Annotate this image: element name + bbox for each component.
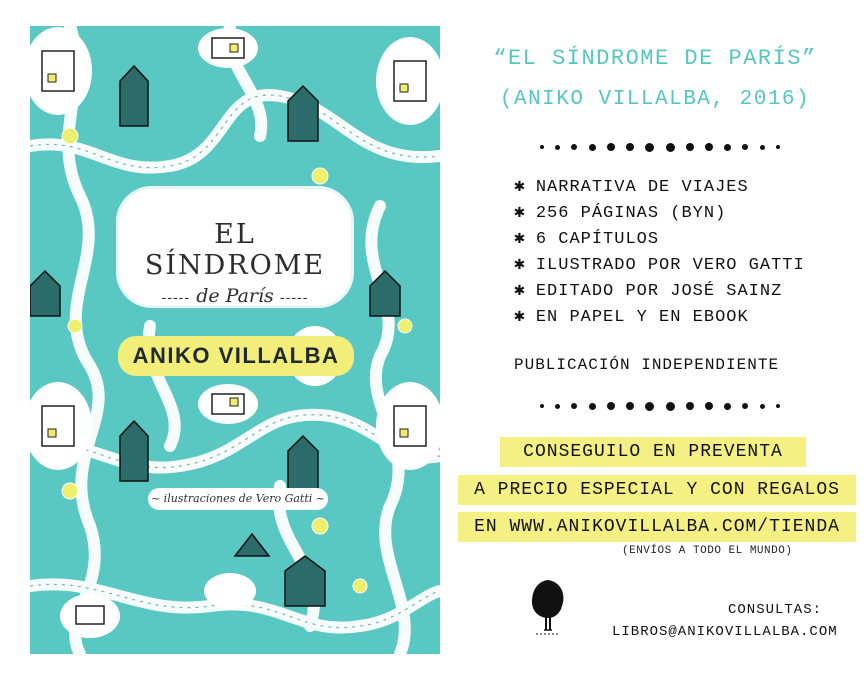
divider-dot: [705, 143, 713, 151]
divider-dot: [645, 402, 654, 411]
divider-dot: [666, 143, 675, 152]
promo-line-price: A PRECIO ESPECIAL Y CON REGALOS: [458, 475, 856, 505]
divider-dot: [686, 402, 694, 410]
divider-dot: [555, 404, 560, 409]
divider-dot: [607, 143, 615, 151]
promo-line-presale: CONSEGUILO EN PREVENTA: [500, 437, 806, 467]
divider-dot: [686, 143, 694, 151]
divider-dot: [742, 144, 748, 150]
contact-email-link[interactable]: LIBROS@ANIKOVILLALBA.COM: [612, 624, 838, 640]
book-author-year: (ANIKO VILLALBA, 2016): [499, 88, 811, 111]
list-item: ✱ EN PAPEL Y EN EBOOK: [514, 307, 749, 327]
shipping-note: (ENVÍOS A TODO EL MUNDO): [622, 545, 793, 557]
divider-dot: [626, 143, 634, 151]
divider-dot: [540, 145, 544, 149]
divider-dot: [742, 403, 748, 409]
divider-dot: [571, 403, 577, 409]
asterisk-icon: ✱: [514, 177, 526, 197]
divider-dot: [705, 402, 713, 410]
asterisk-icon: ✱: [514, 281, 526, 301]
cover-subtitle: [119, 285, 351, 307]
asterisk-icon: ✱: [514, 307, 526, 327]
divider-dot: [760, 145, 765, 150]
divider-dot: [589, 144, 596, 151]
divider-dot: [589, 403, 596, 410]
list-item: ✱ NARRATIVA DE VIAJES: [514, 177, 749, 197]
book-cover: [30, 26, 440, 654]
book-title: “EL SÍNDROME DE PARÍS”: [493, 46, 817, 71]
asterisk-icon: ✱: [514, 203, 526, 223]
cover-author-banner: ANIKO VILLALBA: [118, 336, 354, 376]
asterisk-icon: ✱: [514, 229, 526, 249]
cover-illustrator-credit: ~ ilustraciones de Vero Gatti ~: [148, 488, 328, 510]
divider-dot: [776, 404, 780, 408]
asterisk-icon: ✱: [514, 255, 526, 275]
feature-list: [514, 174, 805, 330]
dotted-divider: [540, 142, 780, 152]
divider-dot: [555, 145, 560, 150]
list-item: ✱ ILUSTRADO POR VERO GATTI: [514, 255, 805, 275]
cover-title: EL SÍNDROME: [144, 219, 326, 281]
divider-dot: [760, 404, 765, 409]
list-item: ✱ 256 PÁGINAS (BYN): [514, 203, 727, 223]
cover-subtitle-text: de París: [196, 285, 274, 307]
list-item: ✱ 6 CAPÍTULOS: [514, 229, 660, 249]
dash-decoration: -----: [161, 290, 191, 306]
divider-dot: [626, 402, 634, 410]
cover-title-card: [116, 186, 354, 308]
publication-type: PUBLICACIÓN INDEPENDIENTE: [514, 356, 780, 374]
dotted-divider: [540, 401, 780, 411]
divider-dot: [645, 143, 654, 152]
dash-decoration: -----: [279, 290, 309, 306]
tree-icon: [528, 578, 568, 638]
divider-dot: [724, 144, 731, 151]
contact-label: CONSULTAS:: [727, 602, 822, 618]
divider-dot: [666, 402, 675, 411]
promo-line-store-link[interactable]: EN WWW.ANIKOVILLALBA.COM/TIENDA: [458, 512, 856, 542]
divider-dot: [571, 144, 577, 150]
list-item: ✱ EDITADO POR JOSÉ SAINZ: [514, 281, 783, 301]
divider-dot: [607, 402, 615, 410]
divider-dot: [724, 403, 731, 410]
divider-dot: [776, 145, 780, 149]
divider-dot: [540, 404, 544, 408]
